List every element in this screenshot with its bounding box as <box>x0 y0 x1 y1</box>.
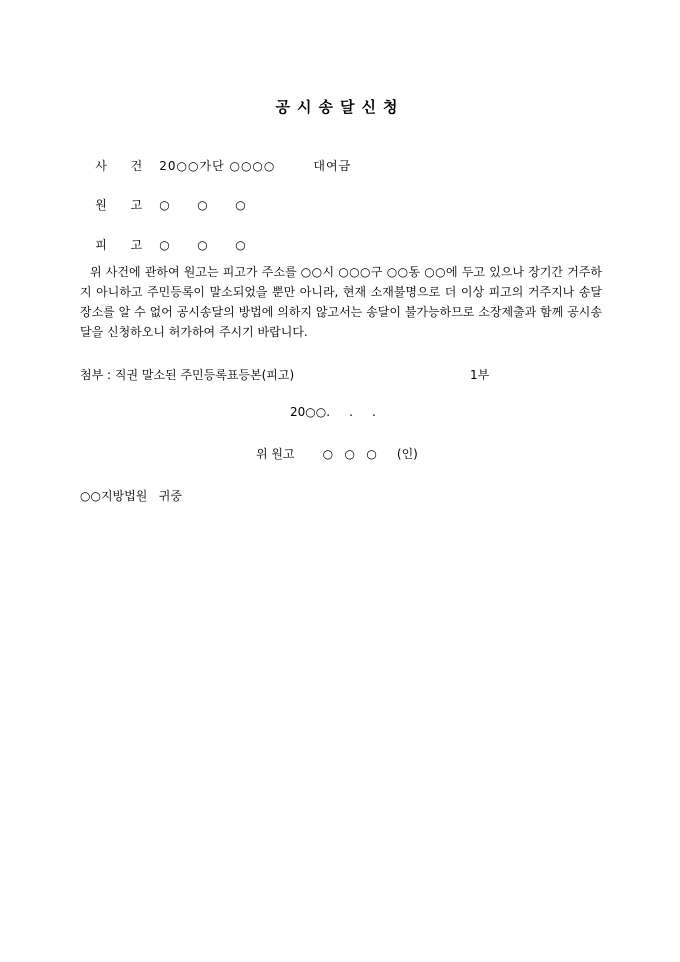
defendant-name-char: ○ <box>159 238 170 252</box>
signature-seal: (인) <box>396 447 418 461</box>
plaintiff-name <box>159 198 283 212</box>
plaintiff-label: 원 고 <box>95 198 153 212</box>
attachment-label: 첨부 : 직권 말소된 주민등록표등본(피고) <box>80 368 295 382</box>
case-subject: 대여금 <box>313 159 352 173</box>
case-number: 20○○가단 ○○○○ <box>159 159 276 173</box>
attachment-copies: 1부 <box>470 368 490 382</box>
signature-label: 위 원고 <box>256 447 295 461</box>
defendant-label: 피 고 <box>95 238 153 252</box>
document-title: 공시송달신청 <box>275 98 405 116</box>
defendant-name-char: ○ <box>197 238 208 252</box>
plaintiff-name-char: ○ <box>235 198 246 212</box>
court-addressee: ○○지방법원 귀중 <box>80 489 182 503</box>
plaintiff-name-char: ○ <box>197 198 208 212</box>
defendant-name-char: ○ <box>235 238 246 252</box>
application-body: 위 사건에 관하여 원고는 피고가 주소를 ○○시 ○○○구 ○○동 ○○에 두고 있으나 장기간 거주하지 아니하고 주민등록이 말소되었을 뿐만 아니라, 현재 소재불명으로 더 이상 피고의 거주지나 송달장소를 알 수 없어 공시송달의 방법에 의하지 않고서는 송달이 불가능하므로 소장제출과 함께 공시송달을 신청하오니 허가하여 주시기 바랍니다. <box>80 265 602 339</box>
signature-name: ○ ○ ○ <box>322 447 377 461</box>
plaintiff-name-char: ○ <box>159 198 170 212</box>
case-label: 사 건 <box>95 159 153 173</box>
defendant-row <box>80 222 283 267</box>
application-date: 20○○. . . <box>290 405 376 419</box>
plaintiff-row <box>80 182 283 227</box>
defendant-name <box>159 238 283 252</box>
signature-row <box>256 445 418 462</box>
